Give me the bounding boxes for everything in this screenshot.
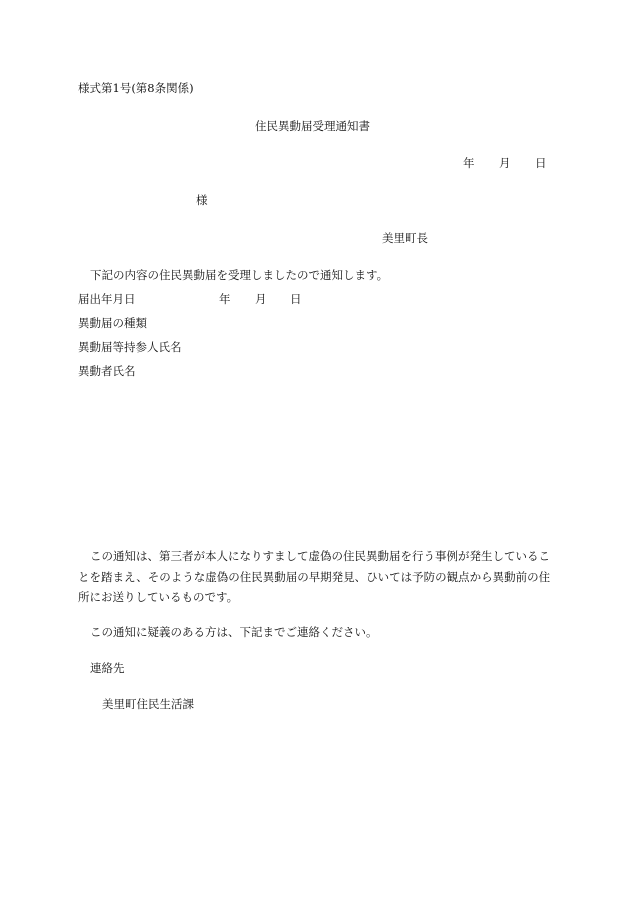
addressee-suffix: 様	[196, 193, 208, 207]
date-day-label: 日	[535, 156, 547, 170]
notification-type-label: 異動届の種類	[78, 316, 147, 330]
form-number: 様式第1号(第8条関係)	[78, 81, 194, 95]
mover-name-label: 異動者氏名	[78, 364, 136, 378]
document-title: 住民異動届受理通知書	[255, 119, 370, 133]
date-month-label: 月	[499, 156, 511, 170]
contact-label: 連絡先	[90, 661, 125, 675]
inquiry-paragraph: この通知に疑義のある方は、下記までご連絡ください。	[90, 625, 378, 639]
issuer-name: 美里町長	[382, 231, 428, 245]
filing-date-label: 届出年月日	[78, 292, 136, 306]
date-year-label: 年	[463, 156, 475, 170]
notice-paragraph: この通知は、第三者が本人になりすまして虚偽の住民異動届を行う事例が発生していることを踏まえ、そのような虚偽の住民異動届の早期発見、ひいては予防の観点から異動前の住所にお送りしているものです。	[78, 549, 551, 604]
filing-month-label: 月	[255, 292, 267, 306]
intro-sentence: 下記の内容の住民異動届を受理しましたので通知します。	[90, 268, 389, 282]
filing-day-label: 日	[290, 292, 302, 306]
filing-year-label: 年	[219, 292, 231, 306]
bearer-name-label: 異動届等持参人氏名	[78, 340, 182, 354]
contact-office: 美里町住民生活課	[102, 697, 194, 711]
